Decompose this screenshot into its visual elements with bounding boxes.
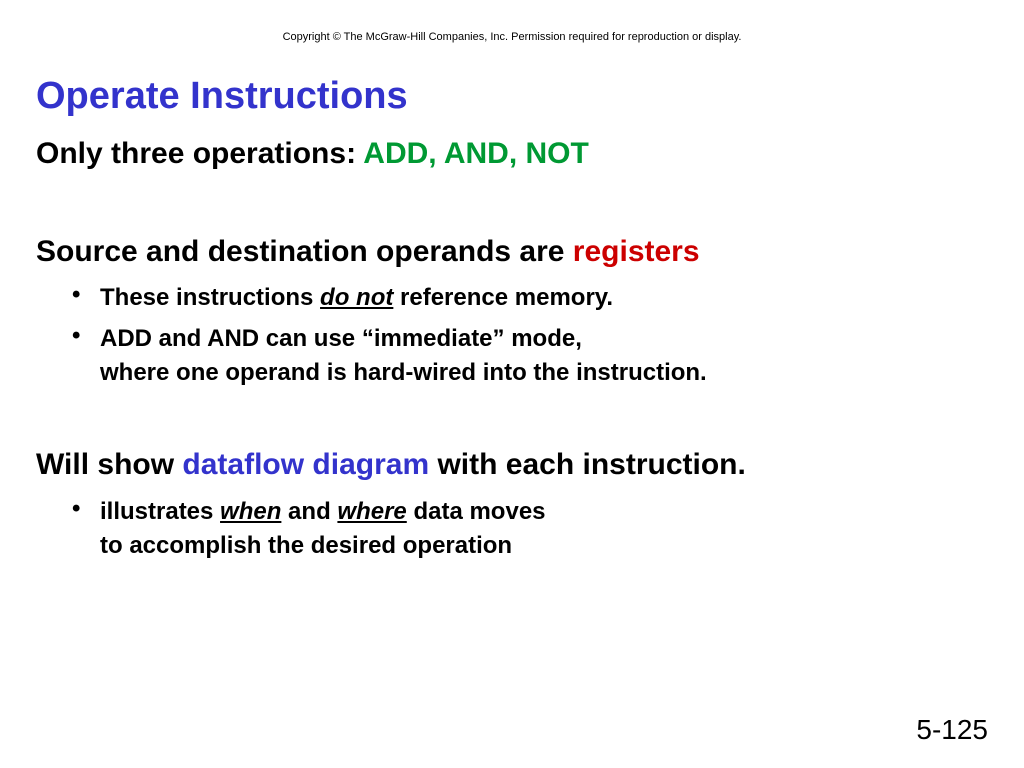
- heading-operands-highlight: registers: [572, 235, 700, 268]
- bullet-illustrates-emph-when: when: [220, 498, 282, 525]
- bullet-no-memory-part2: reference memory.: [393, 284, 614, 311]
- bullet-immediate-line2: where one operand is hard-wired into the instruction.: [100, 359, 707, 386]
- heading-operands: [36, 235, 700, 269]
- bullet-illustrates-part1: illustrates: [100, 498, 221, 525]
- bullet-immediate-mode-text: [100, 322, 707, 390]
- heading-dataflow-prefix: Will show: [36, 448, 183, 481]
- bullet-illustrates-text: [100, 495, 546, 563]
- heading-operations: [36, 137, 589, 171]
- heading-operations-highlight: ADD, AND, NOT: [363, 137, 589, 170]
- bullet-no-memory-emphasis: do not: [320, 284, 394, 311]
- bullet-immediate-line1: ADD and AND can use “immediate” mode,: [100, 325, 582, 352]
- page-number: 5-125: [916, 714, 988, 745]
- heading-operands-prefix: Source and destination operands are: [36, 235, 573, 268]
- heading-operations-prefix: Only three operations:: [36, 137, 364, 170]
- slide-title: Operate Instructions: [36, 75, 408, 117]
- bullet-no-memory-text: [100, 281, 613, 315]
- heading-dataflow: [36, 448, 746, 482]
- copyright-notice: Copyright © The McGraw-Hill Companies, Inc. Permission required for reproduction or display.: [282, 31, 742, 43]
- bullet-illustrates-emph-where: where: [337, 498, 407, 525]
- heading-dataflow-suffix: with each instruction.: [429, 448, 746, 481]
- bullet-dot: •: [72, 495, 81, 522]
- bullet-illustrates-part2: and: [281, 498, 338, 525]
- heading-dataflow-highlight: dataflow diagram: [182, 448, 430, 481]
- bullet-no-memory-part1: These instructions: [100, 284, 321, 311]
- bullet-illustrates-part3: data moves: [406, 498, 546, 525]
- bullet-illustrates-line2: to accomplish the desired operation: [100, 532, 513, 559]
- bullet-dot: •: [72, 322, 81, 349]
- bullet-dot: •: [72, 281, 81, 308]
